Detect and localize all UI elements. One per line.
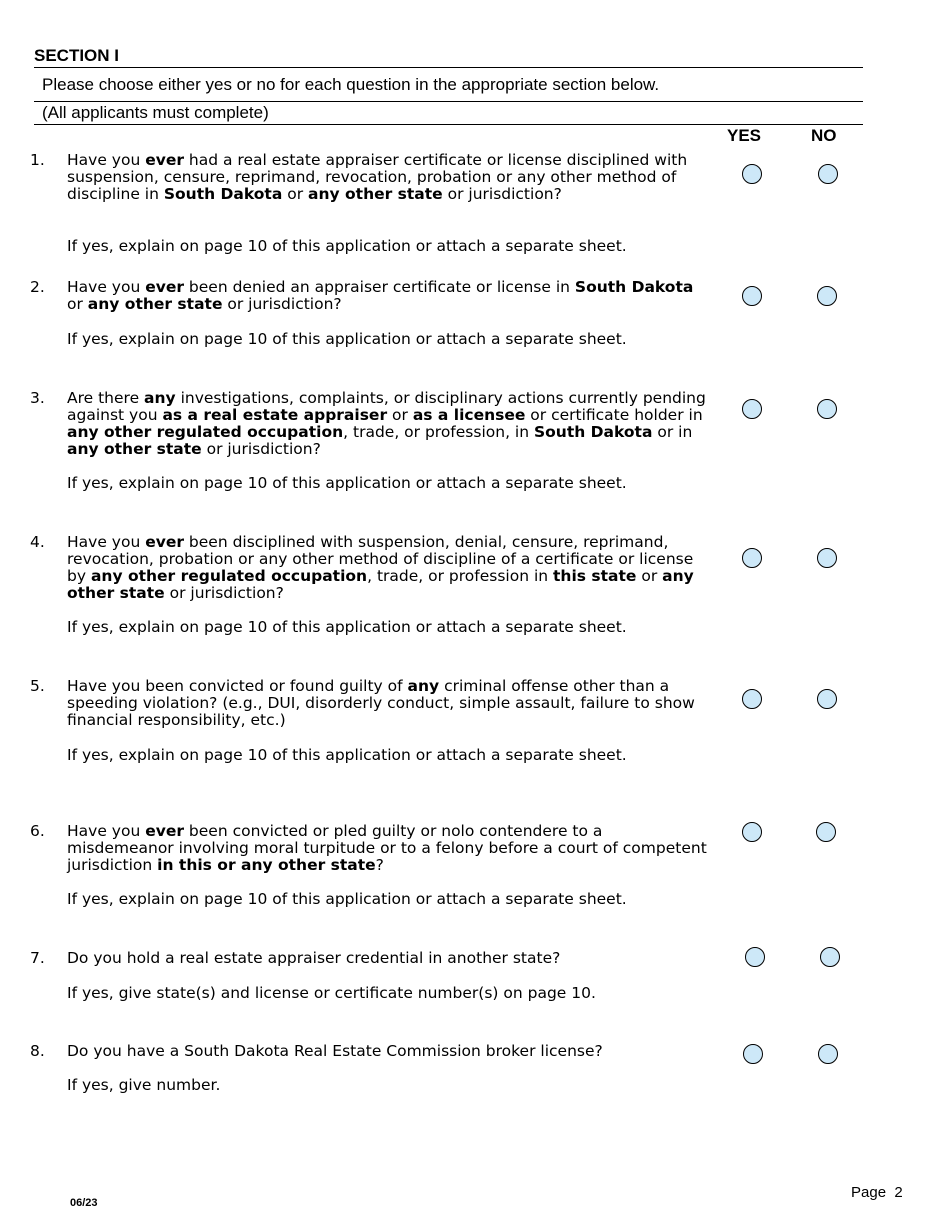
question-4-yes-radio[interactable] xyxy=(742,548,762,568)
question-6-yes-radio[interactable] xyxy=(742,822,762,842)
question-text-segment: investigations, complaints, or disciplinary actions currently pending against you xyxy=(67,389,706,424)
applicants-note: (All applicants must complete) xyxy=(42,103,269,122)
question-8-yes-radio[interactable] xyxy=(743,1044,763,1064)
question-1-no-radio[interactable] xyxy=(818,164,838,184)
question-text-segment: or jurisdiction? xyxy=(222,295,342,313)
question-text-segment: been disciplined with suspension, denial, censure, reprimand, revocation, probation or any other method of discipline of a certificate or license by xyxy=(67,533,694,585)
question-text-segment: Have you xyxy=(67,822,146,840)
question-explain-note: If yes, explain on page 10 of this application or attach a separate sheet. xyxy=(67,237,627,255)
question-text xyxy=(67,1043,707,1060)
emphasis-text: any other state xyxy=(87,295,223,313)
question-number: 5. xyxy=(30,677,45,695)
question-text-segment: or certificate holder in xyxy=(525,406,703,424)
question-5-yes-radio[interactable] xyxy=(742,689,762,709)
question-text-segment: Are there xyxy=(67,389,145,407)
emphasis-text: any other state xyxy=(67,440,202,458)
emphasis-text: ever xyxy=(145,278,184,296)
question-2-yes-radio[interactable] xyxy=(742,286,762,306)
instruction-text: Please choose either yes or no for each question in the appropriate section below. xyxy=(42,75,660,94)
emphasis-text: as a licensee xyxy=(412,406,526,424)
question-text-segment: or xyxy=(282,185,309,203)
question-3-no-radio[interactable] xyxy=(817,399,837,419)
question-text xyxy=(67,534,707,602)
question-text-segment: Do you hold a real estate appraiser credential in another state? xyxy=(67,949,561,967)
question-text-segment: , trade, or profession in xyxy=(367,567,554,585)
emphasis-text: South Dakota xyxy=(574,278,694,296)
question-text-segment: ? xyxy=(375,856,384,874)
emphasis-text: in this or any other state xyxy=(157,856,376,874)
emphasis-text: any other regulated occupation xyxy=(90,567,368,585)
question-text xyxy=(67,152,707,203)
question-text xyxy=(67,390,707,458)
question-explain-note: If yes, explain on page 10 of this application or attach a separate sheet. xyxy=(67,330,627,348)
question-number: 7. xyxy=(30,949,45,967)
question-text-segment: or jurisdiction? xyxy=(442,185,562,203)
question-text-segment: or xyxy=(387,406,413,424)
question-number: 8. xyxy=(30,1042,45,1060)
emphasis-text: any other state xyxy=(308,185,443,203)
question-4-no-radio[interactable] xyxy=(817,548,837,568)
question-number: 1. xyxy=(30,151,45,169)
question-explain-note: If yes, explain on page 10 of this application or attach a separate sheet. xyxy=(67,474,627,492)
emphasis-text: South Dakota xyxy=(163,185,283,203)
question-3-yes-radio[interactable] xyxy=(742,399,762,419)
question-2-no-radio[interactable] xyxy=(817,286,837,306)
question-text xyxy=(67,950,707,967)
question-text xyxy=(67,678,707,729)
question-7-yes-radio[interactable] xyxy=(745,947,765,967)
divider xyxy=(34,101,863,102)
question-explain-note: If yes, give state(s) and license or certificate number(s) on page 10. xyxy=(67,984,596,1002)
emphasis-text: ever xyxy=(145,151,184,169)
question-text-segment: criminal offense other than a speeding violation? (e.g., DUI, disorderly conduct, simple assault, failure to show financial responsibility, etc.) xyxy=(67,677,695,729)
question-1-yes-radio[interactable] xyxy=(742,164,762,184)
question-text-segment: Have you xyxy=(67,278,146,296)
question-text-segment: or xyxy=(636,567,663,585)
emphasis-text: as a real estate appraiser xyxy=(162,406,388,424)
question-text-segment: had a real estate appraiser certificate or license disciplined with suspension, censure, reprimand, revocation, probation or any other method of discipline in xyxy=(67,151,688,203)
question-text-segment: Have you been convicted or found guilty of xyxy=(67,677,408,695)
emphasis-text: any other state xyxy=(67,567,694,602)
question-explain-note: If yes, give number. xyxy=(67,1076,221,1094)
question-text-segment: , trade, or profession, in xyxy=(343,423,534,441)
emphasis-text: South Dakota xyxy=(533,423,653,441)
question-text-segment: Do you have a South Dakota Real Estate Commission broker license? xyxy=(67,1042,603,1060)
question-text-segment: Have you xyxy=(67,151,146,169)
question-number: 4. xyxy=(30,533,45,551)
question-text-segment: or jurisdiction? xyxy=(164,584,284,602)
no-column-header: NO xyxy=(811,126,837,145)
question-text-segment: been denied an appraiser certificate or license in xyxy=(183,278,575,296)
question-number: 2. xyxy=(30,278,45,296)
emphasis-text: ever xyxy=(145,822,184,840)
question-text xyxy=(67,823,707,874)
emphasis-text: any xyxy=(144,389,176,407)
question-explain-note: If yes, explain on page 10 of this application or attach a separate sheet. xyxy=(67,890,627,908)
emphasis-text: any other regulated occupation xyxy=(67,423,344,441)
question-6-no-radio[interactable] xyxy=(816,822,836,842)
emphasis-text: ever xyxy=(145,533,184,551)
question-text-segment: or xyxy=(67,295,88,313)
question-5-no-radio[interactable] xyxy=(817,689,837,709)
form-date: 06/23 xyxy=(70,1197,98,1209)
question-text-segment: or jurisdiction? xyxy=(201,440,321,458)
page-number: Page 2 xyxy=(851,1184,903,1201)
question-text-segment: Have you xyxy=(67,533,146,551)
question-explain-note: If yes, explain on page 10 of this application or attach a separate sheet. xyxy=(67,618,627,636)
question-8-no-radio[interactable] xyxy=(818,1044,838,1064)
question-7-no-radio[interactable] xyxy=(820,947,840,967)
question-number: 6. xyxy=(30,822,45,840)
yes-column-header: YES xyxy=(727,126,762,145)
question-explain-note: If yes, explain on page 10 of this application or attach a separate sheet. xyxy=(67,746,627,764)
section-title: SECTION I xyxy=(34,46,120,65)
question-number: 3. xyxy=(30,389,45,407)
divider xyxy=(34,67,863,68)
question-text xyxy=(67,279,707,313)
question-text-segment: been convicted or pled guilty or nolo contendere to a misdemeanor involving moral turpitude or to a felony before a court of competent jurisdiction xyxy=(67,822,707,874)
emphasis-text: any xyxy=(407,677,440,695)
divider xyxy=(34,124,863,125)
emphasis-text: this state xyxy=(553,567,637,585)
question-text-segment: or in xyxy=(652,423,693,441)
